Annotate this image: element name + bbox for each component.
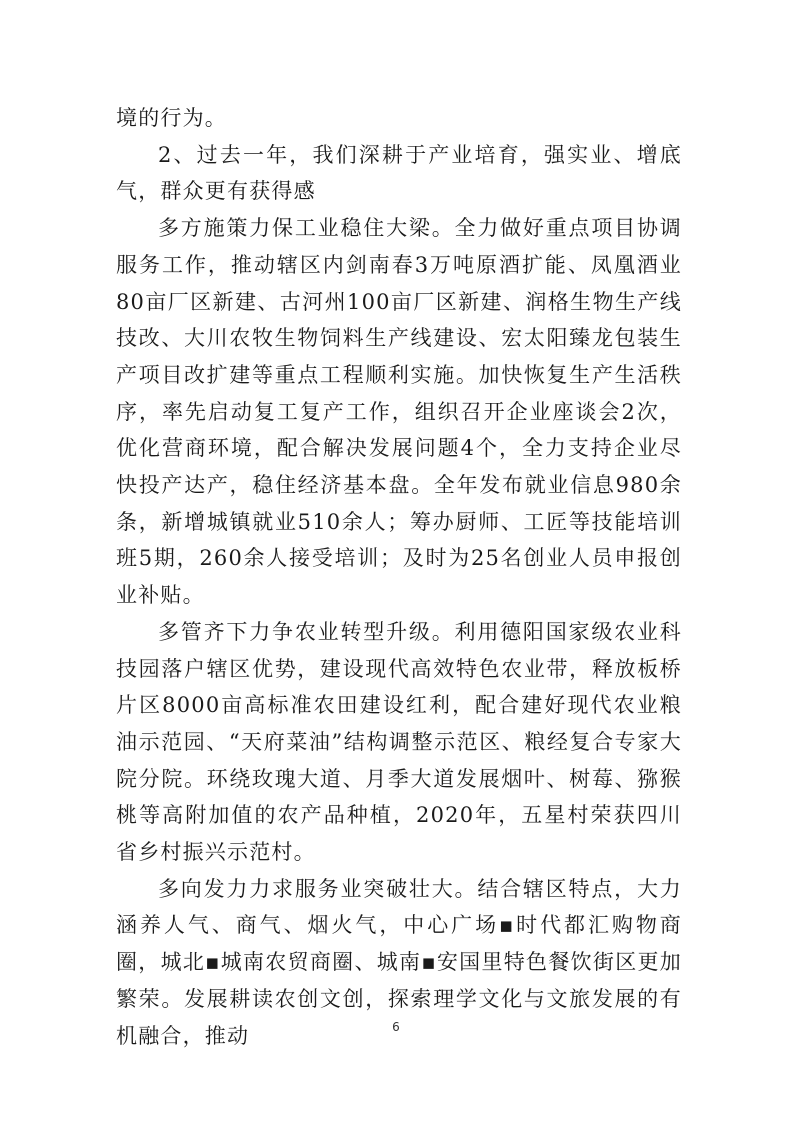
- section-heading: 2、过去一年，我们深耕于产业培育，强实业、增底气，群众更有获得感: [116, 142, 682, 204]
- paragraph-industry: 多方施策力保工业稳住大梁。全力做好重点项目协调服务工作，推动辖区内剑南春3万吨原酒扩能、凤凰酒业80亩厂区新建、古河州100亩厂区新建、润格生物生产线技改、大川农牧生物饲料生产线建设、宏太阳臻龙包装生产项目改扩建等重点工程顺利实施。加快恢复生产生活秩序，率先启动复工复产工作，组织召开企业座谈会2次，优化营商环境，配合解决发展问题4个，全力支持企业尽快投产达产，稳住经济基本盘。全年发布就业信息980余条，新增城镇就业510余人；筹办厨师、工匠等技能培训班5期，260余人接受培训；及时为25名创业人员申报创业补贴。: [116, 216, 682, 608]
- paragraph-services: 多向发力力求服务业突破壮大。结合辖区特点，大力涵养人气、商气、烟火气，中心广场▪时代都汇购物商圈，城北▪城南农贸商圈、城南▪安国里特色餐饮街区更加繁荣。发展耕读农创文创，探索理学文化与文旅发展的有机融合，推动: [116, 876, 682, 1048]
- paragraph-agriculture: 多管齐下力争农业转型升级。利用德阳国家级农业科技园落户辖区优势，建设现代高效特色农业带，释放板桥片区8000亩高标准农田建设红利，配合建好现代农业粮油示范园、“天府菜油”结构调整示范区、粮经复合专家大院分院。环绕玫瑰大道、月季大道发展烟叶、树莓、猕猴桃等高附加值的农产品种植，2020年，五星村荣获四川省乡村振兴示范村。: [116, 619, 682, 865]
- page-number: 6: [392, 1020, 400, 1034]
- paragraph-continuation: 境的行为。: [116, 106, 227, 130]
- document-body: [116, 100, 682, 1054]
